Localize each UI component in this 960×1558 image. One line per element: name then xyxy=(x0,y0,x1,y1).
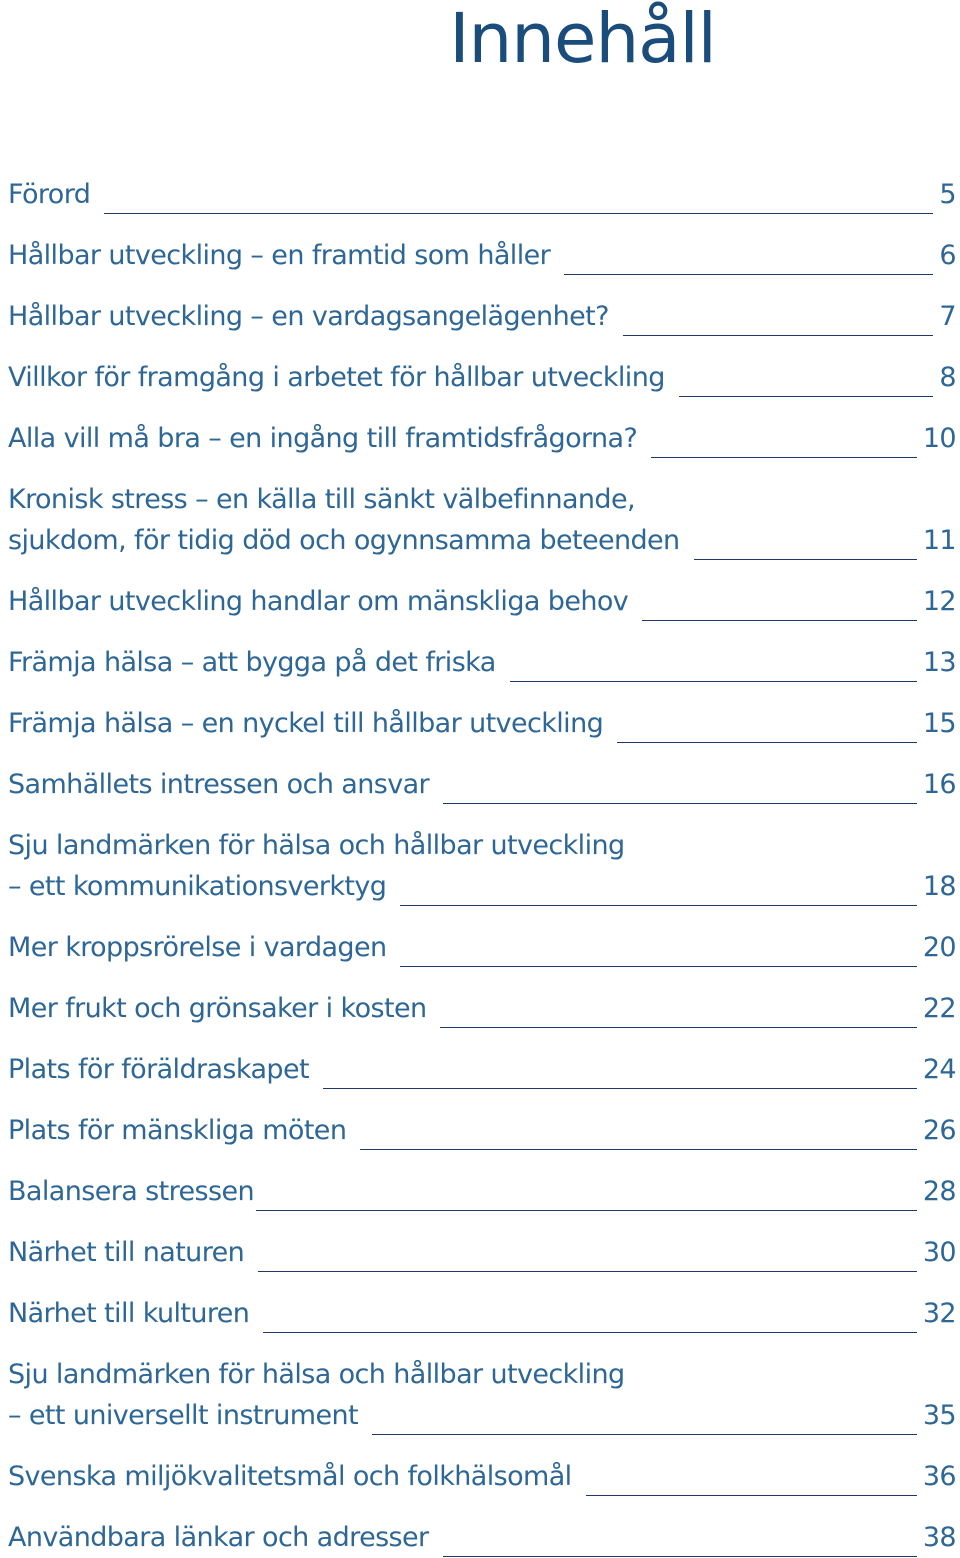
toc-leader-line xyxy=(372,1434,917,1435)
toc-entry-title: Hållbar utveckling handlar om mänskliga behov xyxy=(8,586,629,617)
toc-leader-line xyxy=(623,335,934,336)
toc-page-number: 11 xyxy=(922,525,956,556)
toc-entry[interactable] xyxy=(8,479,956,561)
toc-entry-title: Närhet till naturen xyxy=(8,1237,245,1268)
toc-entry[interactable] xyxy=(8,1456,956,1497)
toc-entry-line xyxy=(8,357,956,398)
toc-entry-title: – ett universellt instrument xyxy=(8,1400,359,1431)
toc-entry-title: – ett kommunikationsverktyg xyxy=(8,871,387,902)
toc-entry-title: sjukdom, för tidig död och ogynnsamma beteenden xyxy=(8,525,680,556)
toc-entry-line xyxy=(8,581,956,622)
toc-entry-title: Mer kroppsrörelse i vardagen xyxy=(8,932,387,963)
toc-page-number: 5 xyxy=(939,179,956,210)
toc-entry-line xyxy=(8,1395,956,1436)
toc-entry-line xyxy=(8,988,956,1029)
toc-entry[interactable] xyxy=(8,581,956,622)
toc-entry[interactable] xyxy=(8,1110,956,1151)
toc-entry[interactable] xyxy=(8,703,956,744)
toc-entry-title: Sju landmärken för hälsa och hållbar utveckling xyxy=(8,830,625,861)
toc-entry-title: Kronisk stress – en källa till sänkt välbefinnande, xyxy=(8,484,635,515)
toc-page-number: 6 xyxy=(939,240,956,271)
toc-leader-line xyxy=(360,1149,916,1150)
toc-entry-title: Förord xyxy=(8,179,91,210)
toc-entry-title: Plats för mänskliga möten xyxy=(8,1115,347,1146)
toc-page-number: 28 xyxy=(922,1176,956,1207)
toc-entry-line xyxy=(8,235,956,276)
toc-page-number: 38 xyxy=(922,1522,956,1553)
toc-entry-line xyxy=(8,1456,956,1497)
toc-entry[interactable] xyxy=(8,1049,956,1090)
toc-entry-title: Balansera stressen xyxy=(8,1176,254,1207)
toc-entry-line xyxy=(8,1354,956,1395)
toc-leader-line xyxy=(256,1210,917,1211)
toc-leader-line xyxy=(400,966,916,967)
toc-page-number: 36 xyxy=(922,1461,956,1492)
toc-entry-line xyxy=(8,703,956,744)
toc-entry-line xyxy=(8,296,956,337)
toc-entry-title: Närhet till kulturen xyxy=(8,1298,250,1329)
toc-page-number: 15 xyxy=(922,708,956,739)
toc-entry-title: Villkor för framgång i arbetet för hållbar utveckling xyxy=(8,362,665,393)
toc-entry-line xyxy=(8,927,956,968)
toc-entry-line xyxy=(8,825,956,866)
toc-entry-title: Hållbar utveckling – en framtid som håller xyxy=(8,240,551,271)
toc-entry-title: Hållbar utveckling – en vardagsangelägenhet? xyxy=(8,301,609,332)
toc-entry[interactable] xyxy=(8,296,956,337)
toc-entry[interactable] xyxy=(8,1517,956,1558)
toc-entry[interactable] xyxy=(8,927,956,968)
toc-entry-line xyxy=(8,1171,956,1212)
toc-entry-line xyxy=(8,642,956,683)
toc-entry-title: Mer frukt och grönsaker i kosten xyxy=(8,993,427,1024)
toc-leader-line xyxy=(642,620,917,621)
toc-entry-title: Sju landmärken för hälsa och hållbar utveckling xyxy=(8,1359,625,1390)
toc-page-number: 7 xyxy=(939,301,956,332)
toc-leader-line xyxy=(564,274,933,275)
toc-leader-line xyxy=(586,1495,917,1496)
toc-page-number: 32 xyxy=(922,1298,956,1329)
toc-leader-line xyxy=(258,1271,917,1272)
toc-leader-line xyxy=(400,905,917,906)
toc-entry-line xyxy=(8,1293,956,1334)
toc-entry[interactable] xyxy=(8,764,956,805)
toc-leader-line xyxy=(651,457,917,458)
toc-entry[interactable] xyxy=(8,988,956,1029)
toc-leader-line xyxy=(510,681,917,682)
toc-entry[interactable] xyxy=(8,1293,956,1334)
toc-entry[interactable] xyxy=(8,825,956,907)
toc-entry-line xyxy=(8,866,956,907)
toc-leader-line xyxy=(694,559,917,560)
toc-leader-line xyxy=(617,742,917,743)
toc-leader-line xyxy=(104,213,933,214)
toc-page-number: 26 xyxy=(922,1115,956,1146)
toc-entry[interactable] xyxy=(8,174,956,215)
toc-page-number: 35 xyxy=(922,1400,956,1431)
toc-entry[interactable] xyxy=(8,1354,956,1436)
toc-leader-line xyxy=(263,1332,917,1333)
toc-entry[interactable] xyxy=(8,235,956,276)
toc-entry-title: Samhällets intressen och ansvar xyxy=(8,769,430,800)
toc-entry-line xyxy=(8,1110,956,1151)
toc-entry-line xyxy=(8,520,956,561)
toc-entry[interactable] xyxy=(8,642,956,683)
toc-page-number: 20 xyxy=(922,932,956,963)
toc-page-number: 30 xyxy=(922,1237,956,1268)
toc-leader-line xyxy=(679,396,934,397)
toc-page-number: 10 xyxy=(922,423,956,454)
toc-entry-line xyxy=(8,1517,956,1558)
toc-entry-title: Främja hälsa – att bygga på det friska xyxy=(8,647,496,678)
toc-entry-title: Svenska miljökvalitetsmål och folkhälsomål xyxy=(8,1461,572,1492)
toc-page-number: 13 xyxy=(922,647,956,678)
toc-page-number: 16 xyxy=(922,769,956,800)
toc-entry-title: Användbara länkar och adresser xyxy=(8,1522,429,1553)
toc-entry-line xyxy=(8,764,956,805)
toc-entry[interactable] xyxy=(8,1232,956,1273)
toc-entry-line xyxy=(8,174,956,215)
toc-leader-line xyxy=(443,803,917,804)
toc-entry[interactable] xyxy=(8,418,956,459)
toc-page-number: 8 xyxy=(939,362,956,393)
toc-page-number: 12 xyxy=(922,586,956,617)
toc-page-number: 24 xyxy=(922,1054,956,1085)
page-title: Innehåll xyxy=(449,0,716,79)
toc-entry[interactable] xyxy=(8,1171,956,1212)
toc-page-number: 18 xyxy=(922,871,956,902)
toc-leader-line xyxy=(323,1088,917,1089)
toc-page-number: 22 xyxy=(922,993,956,1024)
toc-entry-line xyxy=(8,1232,956,1273)
toc-entry-title: Alla vill må bra – en ingång till framtidsfrågorna? xyxy=(8,423,638,454)
toc-entry[interactable] xyxy=(8,357,956,398)
toc-entry-line xyxy=(8,1049,956,1090)
toc-entry-line xyxy=(8,418,956,459)
toc-entry-line xyxy=(8,479,956,520)
toc-entry-title: Främja hälsa – en nyckel till hållbar utveckling xyxy=(8,708,604,739)
toc-leader-line xyxy=(440,1027,916,1028)
toc-leader-line xyxy=(443,1556,917,1557)
toc-entry-title: Plats för föräldraskapet xyxy=(8,1054,309,1085)
